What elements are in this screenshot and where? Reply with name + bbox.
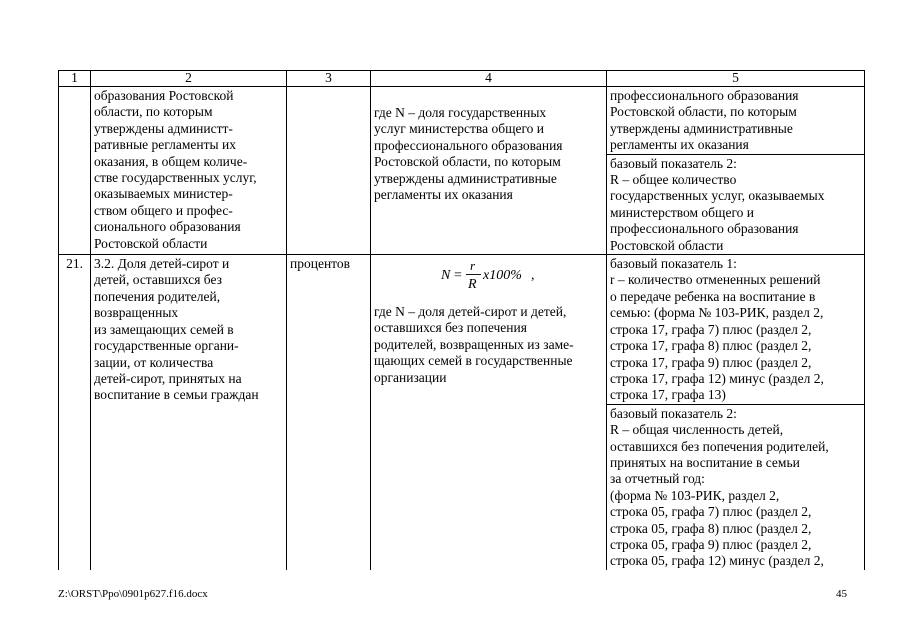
text-line: попечения родителей, [94, 288, 221, 304]
text-line: услуг министерства общего и [374, 121, 545, 137]
formula-cell [371, 255, 607, 570]
text-line: утверждены административные [374, 170, 557, 186]
text-line: зации, от количества [94, 354, 214, 370]
text-line: строка 05, графа 7) плюс (раздел 2, [610, 504, 812, 520]
text-line: стве государственных услуг, [94, 170, 257, 186]
text-line: возвращенных [94, 305, 179, 321]
formula-cell [371, 87, 607, 255]
base-indicator-cell [607, 255, 865, 405]
text-line: регламенты их оказания [610, 137, 749, 153]
table-row-21 [59, 255, 865, 405]
text-line: сионального образования [94, 219, 241, 235]
text-line: где N – доля государственных [374, 105, 547, 120]
text-line: области, по которым [94, 104, 213, 120]
footer-file-path: Z:\ORST\Ppo\0901p627.f16.docx [58, 588, 208, 600]
text-line: щающих семей в государственные [374, 353, 573, 369]
text-line: ством общего и профес- [94, 202, 233, 218]
text-line: строка 17, графа 9) плюс (раздел 2, [610, 354, 812, 370]
indicator-name-cell [91, 255, 287, 570]
text-line: 3.2. Доля детей-сирот и [94, 256, 230, 272]
text-line: регламенты их оказания [374, 187, 513, 203]
formula-comma: , [530, 268, 534, 284]
text-line: (форма № 103-РИК, раздел 2, [610, 487, 780, 503]
unit-cell: процентов [287, 255, 371, 570]
text-line: государственных услуг, оказываемых [610, 188, 825, 204]
footer-page-number: 45 [836, 588, 847, 600]
formula [374, 258, 603, 292]
header-cell: 4 [371, 71, 607, 87]
text-line: Ростовской области, по которым [374, 154, 561, 170]
text-line: R – общее количество [610, 172, 737, 188]
text-line: детей-сирот, принятых на [94, 370, 242, 386]
header-cell: 5 [607, 71, 865, 87]
text-line: оставшихся без попечения родителей, [610, 438, 829, 454]
text-line: государственные органи- [94, 338, 239, 354]
text-line: министерством общего и [610, 204, 754, 220]
text-line: ративные регламенты их [94, 137, 236, 153]
text-line: оказания, в общем количе- [94, 153, 248, 169]
text-line: из замещающих семей в [94, 321, 234, 337]
base-indicator-cell [607, 404, 865, 570]
text-line: родителей, возвращенных из заме- [374, 336, 574, 352]
text-line: строка 05, графа 8) плюс (раздел 2, [610, 520, 812, 536]
indicator-name-cell [91, 87, 287, 255]
text-line: R – общая численность детей, [610, 422, 784, 438]
table-row-continuation [59, 87, 865, 155]
formula-lhs: N [440, 268, 450, 284]
header-cell: 1 [59, 71, 91, 87]
text-line: строка 17, графа 12) минус (раздел 2, [610, 370, 824, 386]
text-line: строка 17, графа 8) плюс (раздел 2, [610, 338, 812, 354]
text-line: базовый показатель 2: [610, 405, 737, 421]
text-line: профессионального образования [610, 221, 799, 237]
text-line: семью: (форма № 103-РИК, раздел 2, [610, 305, 824, 321]
formula-numerator: r [469, 258, 475, 274]
base-indicator-cell [607, 154, 865, 254]
text-line: о передаче ребенка на воспитание в [610, 288, 816, 304]
text-line: воспитание в семьи граждан [94, 387, 259, 403]
text-line: Ростовской области, по которым [610, 104, 797, 120]
text-line: оказываемых министер- [94, 186, 233, 202]
formula-tail: x100% [482, 268, 522, 284]
text-line: принятых на воспитание в семьи [610, 454, 800, 470]
text-line: детей, оставшихся без [94, 272, 222, 288]
row-number-cell: 21. [59, 255, 91, 570]
formula-denominator: R [467, 277, 477, 293]
text-line: r – количество отмененных решений [610, 272, 821, 288]
text-line: за отчетный год: [610, 471, 705, 487]
text-line: Ростовской области [610, 237, 724, 253]
document-table [58, 70, 865, 570]
text-line: утверждены администт- [94, 120, 233, 136]
row-number-cell [59, 87, 91, 255]
formula-eq: = [453, 268, 462, 284]
text-line: профессионального образования [610, 88, 799, 103]
text-line: строка 17, графа 13) [610, 387, 726, 403]
text-line: оставшихся без попечения [374, 320, 527, 336]
formula-svg [429, 258, 549, 292]
text-line: профессионального образования [374, 137, 563, 153]
text-line: базовый показатель 1: [610, 256, 737, 272]
header-cell: 3 [287, 71, 371, 87]
text-line: Ростовской области [94, 235, 208, 251]
text-line: строка 05, графа 12) минус (раздел 2, [610, 553, 824, 569]
unit-cell [287, 87, 371, 255]
text-line: базовый показатель 2: [610, 155, 737, 171]
header-cell: 2 [91, 71, 287, 87]
text-line: строка 05, графа 9) плюс (раздел 2, [610, 536, 812, 552]
text-line: организации [374, 369, 447, 385]
base-indicator-cell [607, 87, 865, 155]
text-line: утверждены административные [610, 120, 793, 136]
text-line: образования Ростовской [94, 88, 234, 103]
table-header-row [59, 71, 865, 87]
text-line: где N – доля детей-сирот и детей, [374, 304, 567, 320]
text-line: строка 17, графа 7) плюс (раздел 2, [610, 321, 812, 337]
